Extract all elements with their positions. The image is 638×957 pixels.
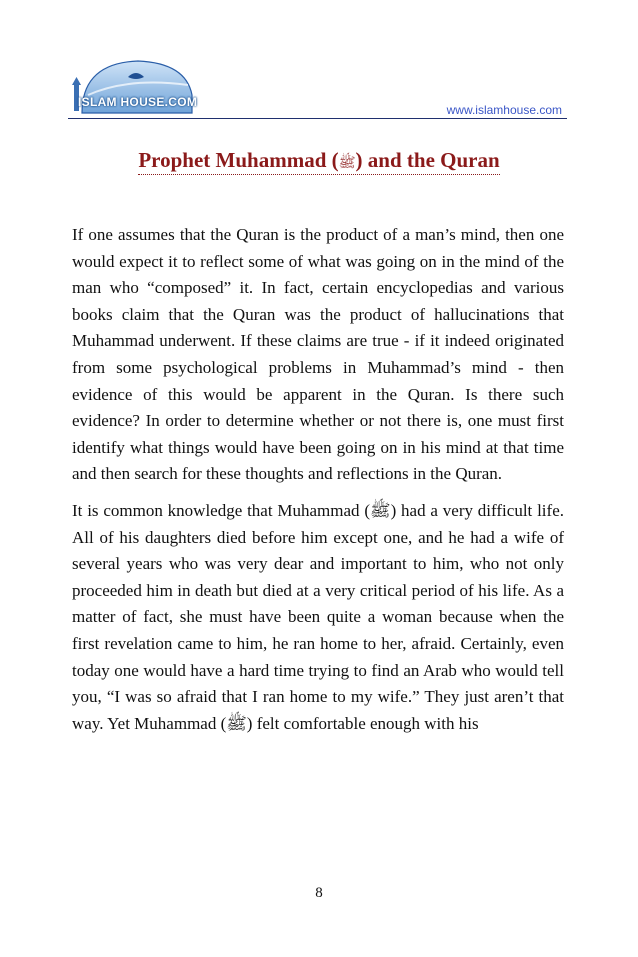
page-number: 8 [315,885,323,901]
islamhouse-logo [68,55,198,115]
title-before: Prophet Muhammad ( [138,148,339,172]
paragraph-1: If one assumes that the Quran is the product of a man’s mind, then one would expect it to reflect some of what was going on in the mind of the man who “composed” it. In fact, certain encyclopedias and various books claim that the Quran was the product of hallucinations that Muhammad underwent. If these claims are true - if it indeed originated from some psychological problems in Muhammad’s mind - then evidence of this would be apparent in the Quran. Is there such evidence? In order to determine whether or not there is, one must first identify what things would have been going on in his mind at that time and then search for these thoughts and reflections in the Quran. [72,225,564,484]
paragraph-2: It is common knowledge that Muhammad (ﷺ) had a very difficult life. All of his daughters died before him except one, and he had a wife of several years who was very dear and important to him, who not only proceeded him in death but died at a very critical period of his life. As a matter of fact, she must have been quite a woman because when the first revelation came to him, he ran home to her, afraid. Certainly, even today one would have a hard time trying to find an Arab who would tell you, “I was so afraid that I ran home to my wife.” They just aren’t that way. Yet Muhammad (ﷺ) felt comfortable enough with his [72,500,564,733]
header-rule [68,118,567,119]
body-text [72,222,564,747]
page-header [68,55,567,119]
page-title [0,148,638,174]
salawat-symbol: ﷺ [338,156,356,171]
title-after: ) and the Quran [355,148,500,172]
website-url[interactable]: www.islamhouse.com [446,103,562,117]
logo-text: ISLAM HOUSE.COM [78,95,198,109]
